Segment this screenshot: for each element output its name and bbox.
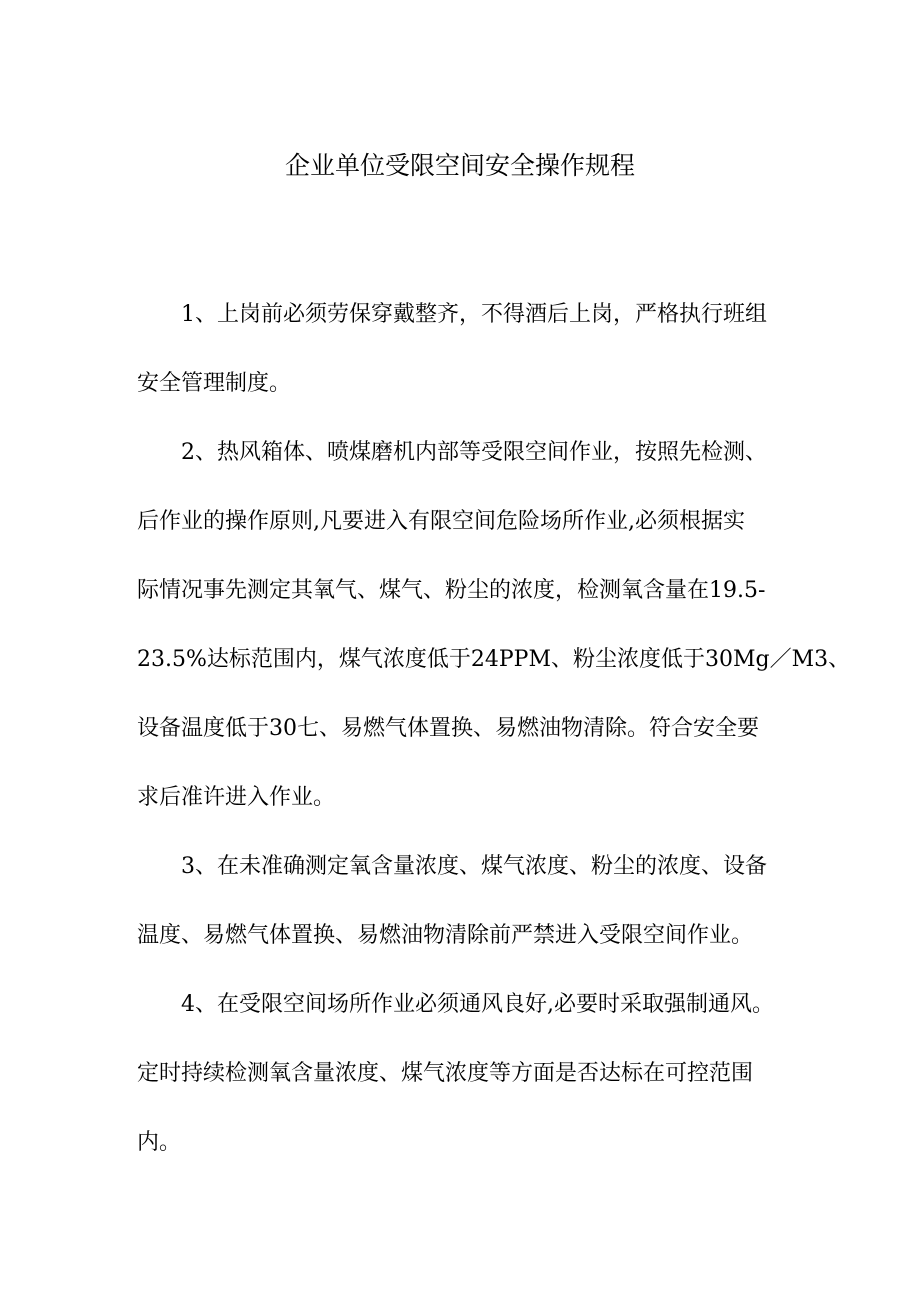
paragraph-line: 内。 — [137, 1130, 182, 1155]
paragraph-3 — [137, 832, 797, 970]
paragraph-line: 后作业的操作原则,凡要进入有限空间危险场所作业,必须根据实 — [137, 509, 745, 534]
paragraph-line: 安全管理制度。 — [137, 371, 292, 396]
paragraph-line: 设备温度低于30七、易燃气体置换、易燃油物清除。符合安全要 — [137, 716, 759, 741]
paragraph-line: 际情况事先测定其氧气、煤气、粉尘的浓度，检测氧含量在19.5- — [137, 578, 766, 603]
paragraph-line: 2、热风箱体、喷煤磨机内部等受限空间作业，按照先检测、 — [181, 440, 767, 465]
paragraph-2 — [137, 418, 851, 832]
paragraph-line: 温度、易燃气体置换、易燃油物清除前严禁进入受限空间作业。 — [137, 923, 754, 948]
document-body — [137, 280, 851, 1177]
paragraph-line: 求后准许进入作业。 — [137, 785, 336, 810]
paragraph-line: 23.5%达标范围内，煤气浓度低于24PPM、粉尘浓度低于30Mg／M3、 — [137, 647, 851, 672]
paragraph-line: 1、上岗前必须劳保穿戴整齐，不得酒后上岗，严格执行班组 — [181, 302, 767, 327]
paragraph-1 — [137, 280, 797, 418]
paragraph-line: 定时持续检测氧含量浓度、煤气浓度等方面是否达标在可控范围 — [137, 1061, 754, 1086]
document-title: 企业单位受限空间安全操作规程 — [284, 151, 635, 180]
paragraph-4 — [137, 970, 797, 1177]
paragraph-line: 3、在未准确测定氧含量浓度、煤气浓度、粉尘的浓度、设备 — [181, 854, 767, 879]
paragraph-line: 4、在受限空间场所作业必须通风良好,必要时采取强制通风。 — [181, 992, 774, 1017]
